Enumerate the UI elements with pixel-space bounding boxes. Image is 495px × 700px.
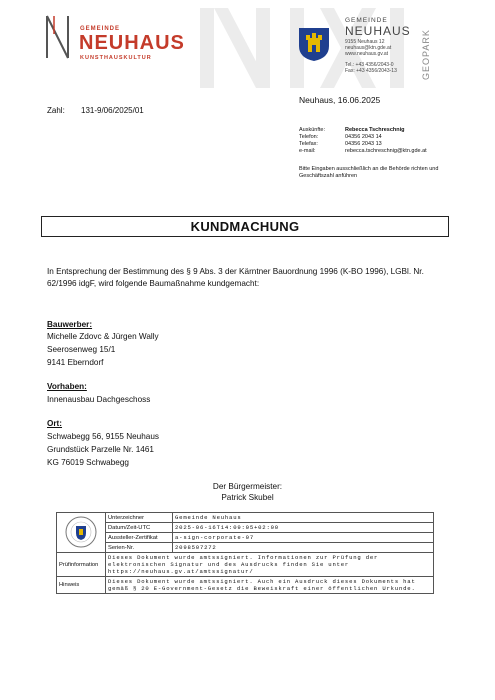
signature-value: 2025-06-16T14:09:05+02:00: [173, 523, 434, 533]
zahl-value: 131-9/06/2025/01: [81, 106, 144, 115]
hinweis-label: Hinweis: [57, 577, 106, 594]
right-address: 9155 Neuhaus 12: [345, 39, 385, 45]
hinweis-text: Dieses Dokument wurde amtssigniert. Auch ein Ausdruck dieses Dokuments hat gemäß § 20 E-Government-Gesetz die Beweiskraft einer öffentlichen Urkunde.: [106, 577, 434, 594]
bauwerber-line: Michelle Zdovc & Jürgen Wally: [47, 332, 159, 341]
table-row: [57, 533, 434, 543]
table-row: [57, 577, 434, 594]
zahl-label: Zahl:: [47, 106, 65, 115]
logo-neuhaus-text: NEUHAUS: [79, 32, 185, 54]
vorhaben-heading: Vorhaben:: [47, 382, 87, 391]
ort-heading: Ort:: [47, 419, 63, 428]
coat-of-arms-icon: [296, 26, 332, 62]
right-neuhaus-text: NEUHAUS: [345, 24, 411, 38]
pruef-text: Dieses Dokument wurde amtssigniert. Informationen zur Prüfung der elektronischen Signatur und des Ausdrucks finden Sie unter https://neuhaus.gv.at/amtssignatur/: [106, 553, 434, 577]
geopark-text: GEOPARK: [421, 29, 431, 80]
bauwerber-heading: Bauwerber:: [47, 320, 93, 329]
seal-cell: [57, 513, 106, 553]
right-fax: Fax: +43 4356/2043-13: [345, 68, 397, 74]
document-title: KUNDMACHUNG: [41, 216, 449, 237]
signature-key: Serien-Nr.: [106, 543, 173, 553]
right-web: www.neuhaus.gv.at: [345, 51, 388, 57]
table-row: [57, 543, 434, 553]
table-row: [57, 523, 434, 533]
pruef-label: Prüfinformation: [57, 553, 106, 577]
contact-row: Auskünfte: Rebecca Tschreschnig: [299, 127, 405, 133]
ort-line: Grundstück Parzelle Nr. 1461: [47, 445, 154, 454]
logo-kunst-text: KUNSTHAUSKULTUR: [80, 55, 152, 61]
right-gemeinde-text: GEMEINDE: [345, 17, 388, 24]
submission-note: Bitte Eingaben ausschließlich an die Behörde richten und Geschäftszahl anführen: [299, 166, 439, 179]
bauwerber-line: Seerosenweg 15/1: [47, 345, 116, 354]
signatory-role: Der Bürgermeister:: [212, 482, 283, 491]
signature-value: a-sign-corporate-07: [173, 533, 434, 543]
signature-value: 2098507272: [173, 543, 434, 553]
contact-row: e-mail: rebecca.tschreschnig@ktn.gde.at: [299, 148, 427, 154]
signature-table: [56, 512, 434, 594]
signature-value: Gemeinde Neuhaus: [173, 513, 434, 523]
right-tel: Tel.: +43 4356/2043-0: [345, 62, 394, 68]
gemeinde-logo-icon: [44, 14, 72, 60]
vorhaben-line: Innenausbau Dachgeschoss: [47, 395, 151, 404]
signature-key: Aussteller-Zertifikat: [106, 533, 173, 543]
table-row: [57, 513, 434, 523]
geopark-label: [415, 12, 437, 82]
contact-row: Telefon: 04356 2043 14: [299, 134, 382, 140]
signature-key: Unterzeichner: [106, 513, 173, 523]
signatory-name: Patrick Skubel: [221, 493, 274, 502]
signature-key: Datum/Zeit-UTC: [106, 523, 173, 533]
official-seal-icon: [65, 516, 97, 548]
right-email: neuhaus@ktn.gde.at: [345, 45, 392, 51]
ort-line: KG 76019 Schwabegg: [47, 458, 129, 467]
table-row: [57, 553, 434, 577]
ort-line: Schwabegg 56, 9155 Neuhaus: [47, 432, 159, 441]
bauwerber-line: 9141 Eberndorf: [47, 358, 104, 367]
logo-gemeinde-text: GEMEINDE: [80, 26, 121, 32]
document-date: Neuhaus, 16.06.2025: [299, 95, 381, 105]
intro-paragraph: In Entsprechung der Bestimmung des § 9 Abs. 3 der Kärntner Bauordnung 1996 (K-BO 1996), LGBl. Nr. 62/1996 idgF, wird folgende Baumaßnahme kundgemacht:: [47, 267, 424, 288]
contact-row: Telefax: 04356 2043 13: [299, 141, 382, 147]
